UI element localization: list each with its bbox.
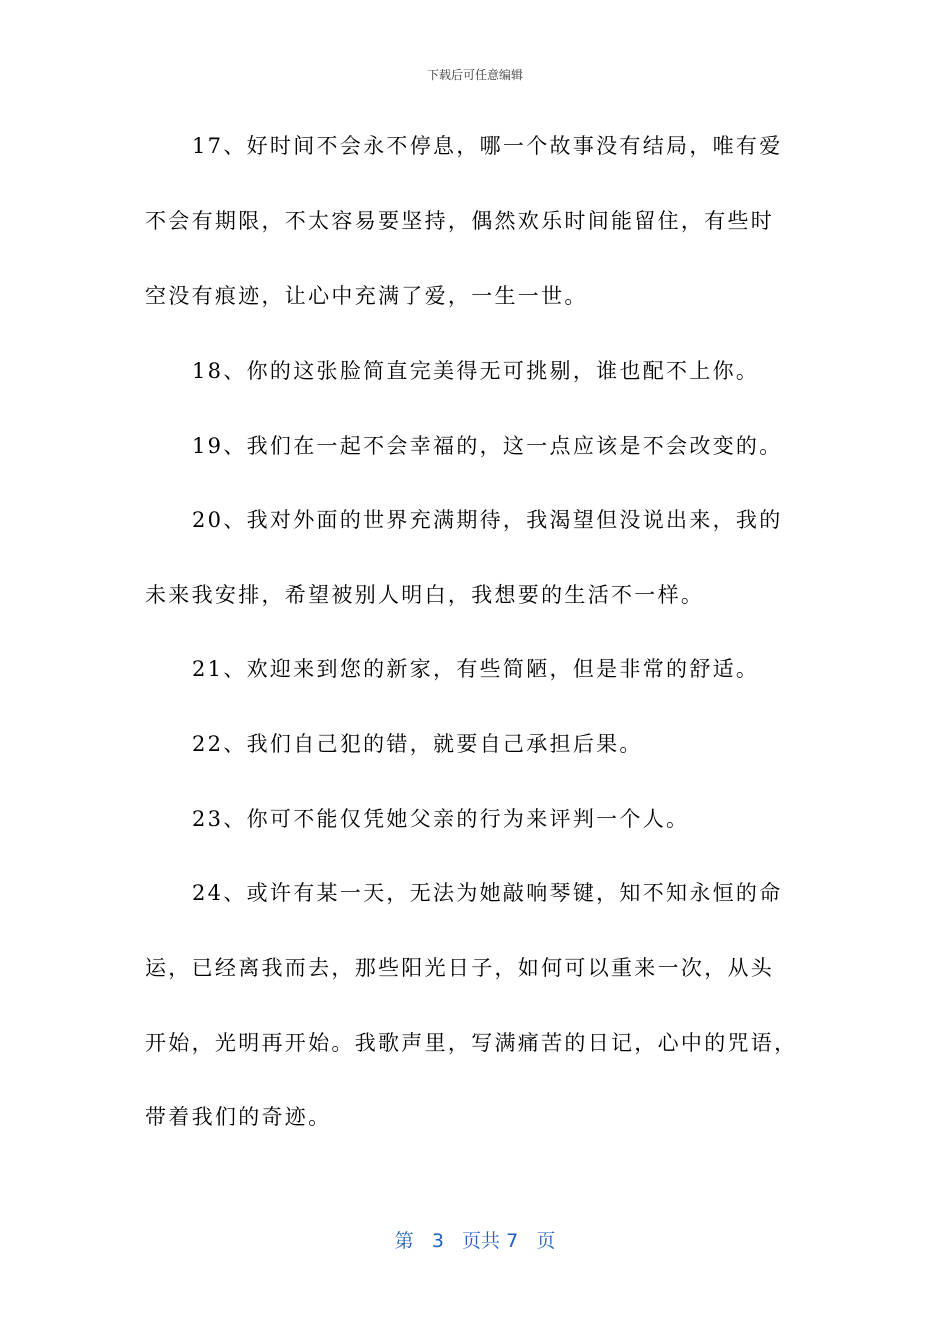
paragraph-line: 21、欢迎来到您的新家，有些简陋，但是非常的舒适。 <box>192 657 760 681</box>
paragraph-line: 19、我们在一起不会幸福的，这一点应该是不会改变的。 <box>192 434 783 458</box>
current-page-number: 3 <box>431 1230 444 1252</box>
paragraph-line: 未来我安排，希望被别人明白，我想要的生活不一样。 <box>145 583 705 607</box>
paragraph-line: 20、我对外面的世界充满期待，我渴望但没说出来，我的 <box>192 508 783 532</box>
page-footer <box>0 1226 950 1253</box>
paragraph-line: 22、我们自己犯的错，就要自己承担后果。 <box>192 732 643 756</box>
paragraph-line: 17、好时间不会永不停息，哪一个故事没有结局，唯有爱 <box>192 134 783 158</box>
paragraph-line: 运，已经离我而去，那些阳光日子，如何可以重来一次，从头 <box>145 956 775 980</box>
paragraph-line: 23、你可不能仅凭她父亲的行为来评判一个人。 <box>192 807 690 831</box>
footer-prefix: 第 <box>394 1230 414 1252</box>
paragraph-line: 不会有期限，不太容易要坚持，偶然欢乐时间能留住，有些时 <box>145 209 775 233</box>
paragraph-line: 空没有痕迹，让心中充满了爱，一生一世。 <box>145 284 588 308</box>
paragraph-line: 18、你的这张脸简直完美得无可挑剔，谁也配不上你。 <box>192 359 760 383</box>
total-pages-number: 7 <box>506 1230 519 1252</box>
paragraph-line: 24、或许有某一天，无法为她敲响琴键，知不知永恒的命 <box>192 881 783 905</box>
footer-suffix: 页 <box>536 1230 556 1252</box>
page-header: 下载后可任意编辑 <box>426 68 523 82</box>
footer-middle: 页共 <box>462 1230 501 1252</box>
paragraph-line: 开始，光明再开始。我歌声里，写满痛苦的日记，心中的咒语， <box>145 1031 798 1055</box>
paragraph-line: 带着我们的奇迹。 <box>145 1105 332 1129</box>
